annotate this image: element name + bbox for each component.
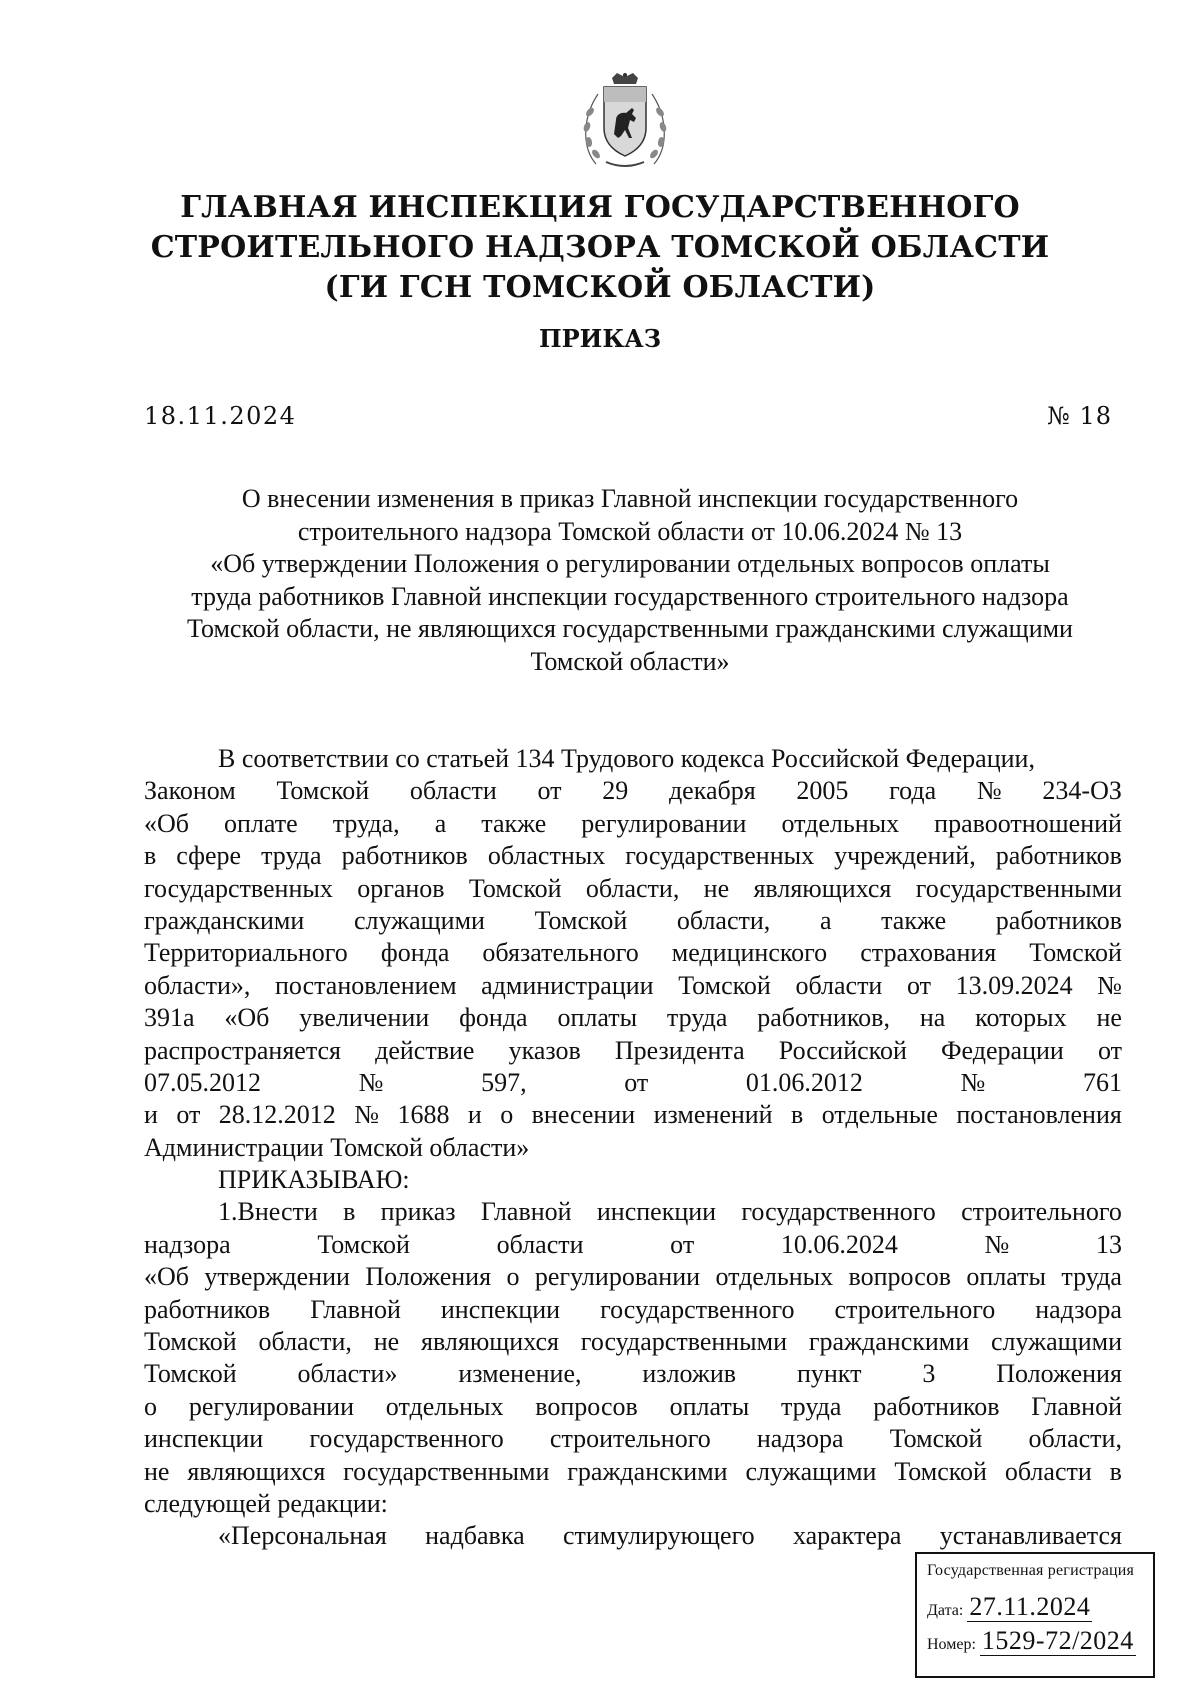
body-word: строительного: [834, 1294, 996, 1324]
body-word: инспекции: [440, 1294, 561, 1324]
organization-title-line: ГЛАВНАЯ ИНСПЕКЦИЯ ГОСУДАРСТВЕННОГО: [180, 190, 1020, 225]
body-word: постановлением: [275, 970, 457, 1000]
stamp-date-label: Дата:: [927, 1602, 964, 1619]
body-word: постановления: [956, 1100, 1122, 1130]
body-word: №: [1097, 970, 1122, 1000]
body-word: гражданскими: [567, 1456, 728, 1486]
body-word: Главной: [1031, 1391, 1122, 1421]
stamp-date-row: [927, 1592, 1143, 1622]
body-word: государственными: [343, 1456, 550, 1486]
body-word: области»,: [144, 970, 251, 1000]
body-word: гражданскими: [144, 905, 305, 935]
body-word: пункт: [796, 1359, 862, 1389]
body-word: служащими: [745, 1456, 877, 1486]
body-word: строительного: [549, 1424, 711, 1454]
body-word: 29: [602, 776, 629, 806]
stamp-number-label: Номер:: [927, 1636, 976, 1653]
document-number: № 18: [1047, 402, 1112, 430]
body-word: инспекции: [596, 1197, 717, 1227]
body-line-text: следующей редакции:: [144, 1488, 388, 1518]
body-word: не: [373, 1327, 400, 1357]
body-word: Законом: [144, 776, 236, 806]
body-line-justified: [144, 970, 1122, 1002]
subject-line: «Об утверждении Положения о регулировании отдельных вопросов оплаты: [210, 549, 1050, 579]
body-word: в: [144, 841, 157, 871]
body-word: работников: [995, 905, 1122, 935]
body-word: которых: [975, 1003, 1067, 1033]
body-word: №: [960, 1067, 986, 1097]
stamp-number-row: [927, 1626, 1143, 1656]
body-word: сфере: [176, 841, 242, 871]
body-line-justified: [144, 1067, 1122, 1099]
body-word: 01.06.2012: [745, 1067, 863, 1097]
body-word: Томской: [1029, 938, 1122, 968]
body-word: органов: [357, 873, 445, 903]
body-word: от: [624, 1067, 649, 1097]
body-word: области,: [585, 873, 680, 903]
body-word: государственными: [580, 1327, 788, 1357]
subject-line: Томской области, не являющихся государственными гражданскими служащими: [187, 614, 1073, 644]
body-word: 1688: [397, 1100, 450, 1130]
body-word: отдельные: [821, 1100, 938, 1130]
body-word: №: [358, 1067, 384, 1097]
body-line-justified: [144, 1099, 1122, 1131]
body-word: надзора: [756, 1424, 844, 1454]
body-word: учреждений,: [834, 841, 976, 871]
body-word: а: [434, 808, 447, 838]
body-word: труда: [666, 1003, 728, 1033]
body-word: правоотношений: [934, 808, 1122, 838]
body-word: №: [976, 776, 1002, 806]
body-word: распространяется: [144, 1035, 341, 1065]
body-word: отдельных: [715, 1262, 834, 1292]
body-word: области,: [258, 1327, 352, 1357]
stamp-title: Государственная регистрация: [927, 1562, 1135, 1579]
body-word: Томской: [889, 1424, 983, 1454]
body-word: надзора: [144, 1229, 231, 1259]
body-word: №: [984, 1229, 1010, 1259]
body-word: отдельных: [781, 808, 900, 838]
body-word: Томской: [144, 1359, 237, 1389]
body-word: области,: [1028, 1424, 1122, 1454]
body-line-justified: [144, 775, 1122, 807]
body-word: не: [1096, 1003, 1122, 1033]
body-word: стимулирующего: [562, 1521, 755, 1551]
body-word: от: [537, 776, 562, 806]
body-word: от: [1097, 1035, 1122, 1065]
body-word: регулировании: [188, 1391, 354, 1421]
body-word: области»: [297, 1359, 398, 1389]
body-word: оплаты: [557, 1003, 638, 1033]
body-line-justified: [144, 1196, 1122, 1228]
body-word: области: [795, 970, 883, 1000]
body-word: и: [467, 1100, 482, 1130]
body-word: строительного: [961, 1197, 1122, 1227]
body-word: регулировании: [534, 1262, 701, 1292]
body-word: «Об: [144, 1262, 190, 1292]
body-word: вопросов: [848, 1262, 952, 1292]
body-word: о: [500, 1100, 514, 1130]
body-word: фонда: [459, 1003, 528, 1033]
body-word: оплаты: [966, 1262, 1047, 1292]
body-word: работников: [144, 1294, 271, 1324]
body-word: приказ: [380, 1197, 456, 1227]
body-word: работников: [995, 841, 1122, 871]
body-word: года: [889, 776, 937, 806]
body-word: от: [670, 1229, 695, 1259]
body-word: работников: [341, 841, 468, 871]
body-line-text: ПРИКАЗЫВАЮ:: [218, 1165, 410, 1195]
body-word: Главной: [480, 1197, 572, 1227]
body-word: также: [881, 905, 947, 935]
body-word: области: [496, 1229, 584, 1259]
body-line-justified: [144, 1423, 1122, 1455]
body-word: государственного: [600, 1294, 795, 1324]
organization-title-line: СТРОИТЕЛЬНОГО НАДЗОРА ТОМСКОЙ ОБЛАСТИ: [150, 230, 1050, 265]
document-date: 18.11.2024: [144, 402, 297, 430]
stamp-number-value: 1529-72/2024: [981, 1626, 1134, 1655]
body-word: области: [409, 776, 497, 806]
body-word: изменение,: [458, 1359, 582, 1389]
body-word: государственных: [144, 873, 333, 903]
body-word: 28.12.2012: [218, 1100, 336, 1130]
body-word: оплате: [224, 808, 298, 838]
stamp-date-value: 27.11.2024: [969, 1592, 1091, 1621]
body-word: Томской: [144, 1327, 237, 1357]
body-word: Томской: [276, 776, 370, 806]
body-word: утверждении: [204, 1262, 350, 1292]
body-word: 10.06.2024: [780, 1229, 898, 1259]
body-word: 3: [922, 1359, 936, 1389]
body-word: служащими: [353, 905, 485, 935]
body-word: служащими: [991, 1327, 1122, 1357]
body-line-justified: [144, 1391, 1122, 1423]
body-word: надбавка: [425, 1521, 525, 1551]
body-word: работников: [873, 1391, 1000, 1421]
body-word: не: [703, 873, 730, 903]
body-word: Главной: [310, 1294, 401, 1324]
body-word: «Об: [224, 1003, 270, 1033]
registration-stamp: [915, 1552, 1155, 1678]
body-word: 234-ОЗ: [1042, 776, 1122, 806]
body-word: изложив: [642, 1359, 737, 1389]
body-word: администрации: [481, 970, 654, 1000]
body-line-justified: [144, 808, 1122, 840]
body-word: государственных: [625, 841, 815, 871]
body-word: Положения: [996, 1359, 1122, 1389]
body-word: 07.05.2012: [144, 1067, 261, 1097]
body-line-justified: [144, 1326, 1122, 1358]
body-word: на: [919, 1003, 946, 1033]
body-line-justified: [144, 873, 1122, 905]
body-word: гражданскими: [808, 1327, 970, 1357]
subject-line: строительного надзора Томской области от 10.06.2024 № 13: [297, 516, 963, 546]
body-line-justified: [144, 1456, 1122, 1488]
body-word: оплаты: [669, 1391, 750, 1421]
body-word: области: [1004, 1456, 1092, 1486]
body-word: декабря: [668, 776, 756, 806]
document-subject: [140, 483, 1120, 679]
body-line-text: В соответствии со статьей 134 Трудового кодекса Российской Федерации,: [218, 744, 1035, 773]
body-word: 2005: [796, 776, 849, 806]
body-word: труда: [780, 1391, 842, 1421]
body-word: 761: [1083, 1067, 1122, 1097]
body-word: устанавливается: [939, 1521, 1122, 1551]
organization-title: [150, 188, 1050, 308]
body-word: труда,: [332, 808, 400, 838]
body-word: Российской: [778, 1035, 907, 1065]
body-word: не: [144, 1456, 170, 1486]
body-line-justified: [144, 1002, 1122, 1034]
body-word: 13.09.2024: [955, 970, 1073, 1000]
body-word: области,: [676, 905, 771, 935]
body-line-text: Администрации Томской области»: [144, 1132, 530, 1162]
body-word: действие: [375, 1035, 475, 1065]
body-word: являющихся: [753, 873, 892, 903]
body-line-justified: [144, 1261, 1122, 1293]
body-line: [144, 743, 1122, 775]
body-word: в: [343, 1197, 356, 1227]
body-line-justified: [144, 937, 1122, 969]
body-word: а: [819, 905, 832, 935]
body-word: Президента: [614, 1035, 745, 1065]
body-word: государственного: [309, 1424, 504, 1454]
body-word: Томской: [468, 873, 562, 903]
subject-line: Томской области»: [530, 646, 730, 676]
body-word: и: [144, 1100, 158, 1130]
body-word: обязательного: [482, 938, 639, 968]
body-line-justified: [144, 1035, 1122, 1067]
subject-line: труда работников Главной инспекции государственного строительного надзора: [191, 581, 1069, 611]
body-word: 1.Внести: [218, 1197, 318, 1227]
body-line-justified: [144, 1358, 1122, 1390]
body-word: государственными: [915, 873, 1122, 903]
body-word: страхования: [860, 938, 997, 968]
body-word: 391а: [144, 1003, 195, 1033]
body-word: о: [144, 1391, 157, 1421]
body-word: государственного: [741, 1197, 936, 1227]
body-word: являющихся: [187, 1456, 326, 1486]
organization-title-line: (ГИ ГСН ТОМСКОЙ ОБЛАСТИ): [324, 270, 876, 305]
body-word: от: [906, 970, 931, 1000]
body-word: фонда: [380, 938, 450, 968]
body-word: характера: [792, 1521, 902, 1551]
body-word: являющихся: [421, 1327, 559, 1357]
body-line-justified: [144, 1520, 1122, 1552]
body-word: Томской: [534, 905, 628, 935]
body-word: Томской: [894, 1456, 987, 1486]
body-line-justified: [144, 905, 1122, 937]
body-word: №: [354, 1100, 380, 1130]
subject-line: О внесении изменения в приказ Главной инспекции государственного: [241, 484, 1019, 513]
body-word: работников,: [757, 1003, 890, 1033]
body-word: труда: [261, 841, 322, 871]
document-type: ПРИКАЗ: [538, 324, 662, 353]
body-word: «Об: [144, 808, 190, 838]
body-word: 13: [1095, 1229, 1122, 1259]
body-line: [144, 1132, 1122, 1164]
body-word: внесении: [531, 1100, 636, 1130]
body-word: изменений: [653, 1100, 773, 1130]
body-word: областных: [487, 841, 606, 871]
body-word: от: [176, 1100, 201, 1130]
body-word: надзора: [1035, 1294, 1122, 1324]
body-word: Положения: [365, 1262, 492, 1292]
body-word: Томской: [678, 970, 771, 1000]
body-word: отдельных: [385, 1391, 504, 1421]
body-word: инспекции: [144, 1424, 264, 1454]
body-word: о: [506, 1262, 520, 1292]
body-line-justified: [144, 1294, 1122, 1326]
body-line: [144, 1488, 1122, 1520]
body-word: в: [791, 1100, 804, 1130]
body-word: вопросов: [535, 1391, 638, 1421]
body-word: указов: [508, 1035, 581, 1065]
body-word: регулировании: [581, 808, 747, 838]
body-word: медицинского: [671, 938, 828, 968]
body-word: 597,: [481, 1067, 527, 1097]
body-word: также: [481, 808, 547, 838]
body-word: труда: [1061, 1262, 1122, 1292]
document-body: [144, 743, 1122, 1553]
body-line: [144, 1164, 1122, 1196]
body-word: Томской: [317, 1229, 410, 1259]
coat-of-arms-icon: [576, 72, 674, 172]
body-word: Федерации: [941, 1035, 1064, 1065]
body-word: увеличении: [299, 1003, 430, 1033]
body-word: «Персональная: [218, 1521, 387, 1551]
body-line-justified: [144, 840, 1122, 872]
body-line-justified: [144, 1229, 1122, 1261]
body-word: Территориального: [144, 938, 348, 968]
body-word: в: [1109, 1456, 1122, 1486]
